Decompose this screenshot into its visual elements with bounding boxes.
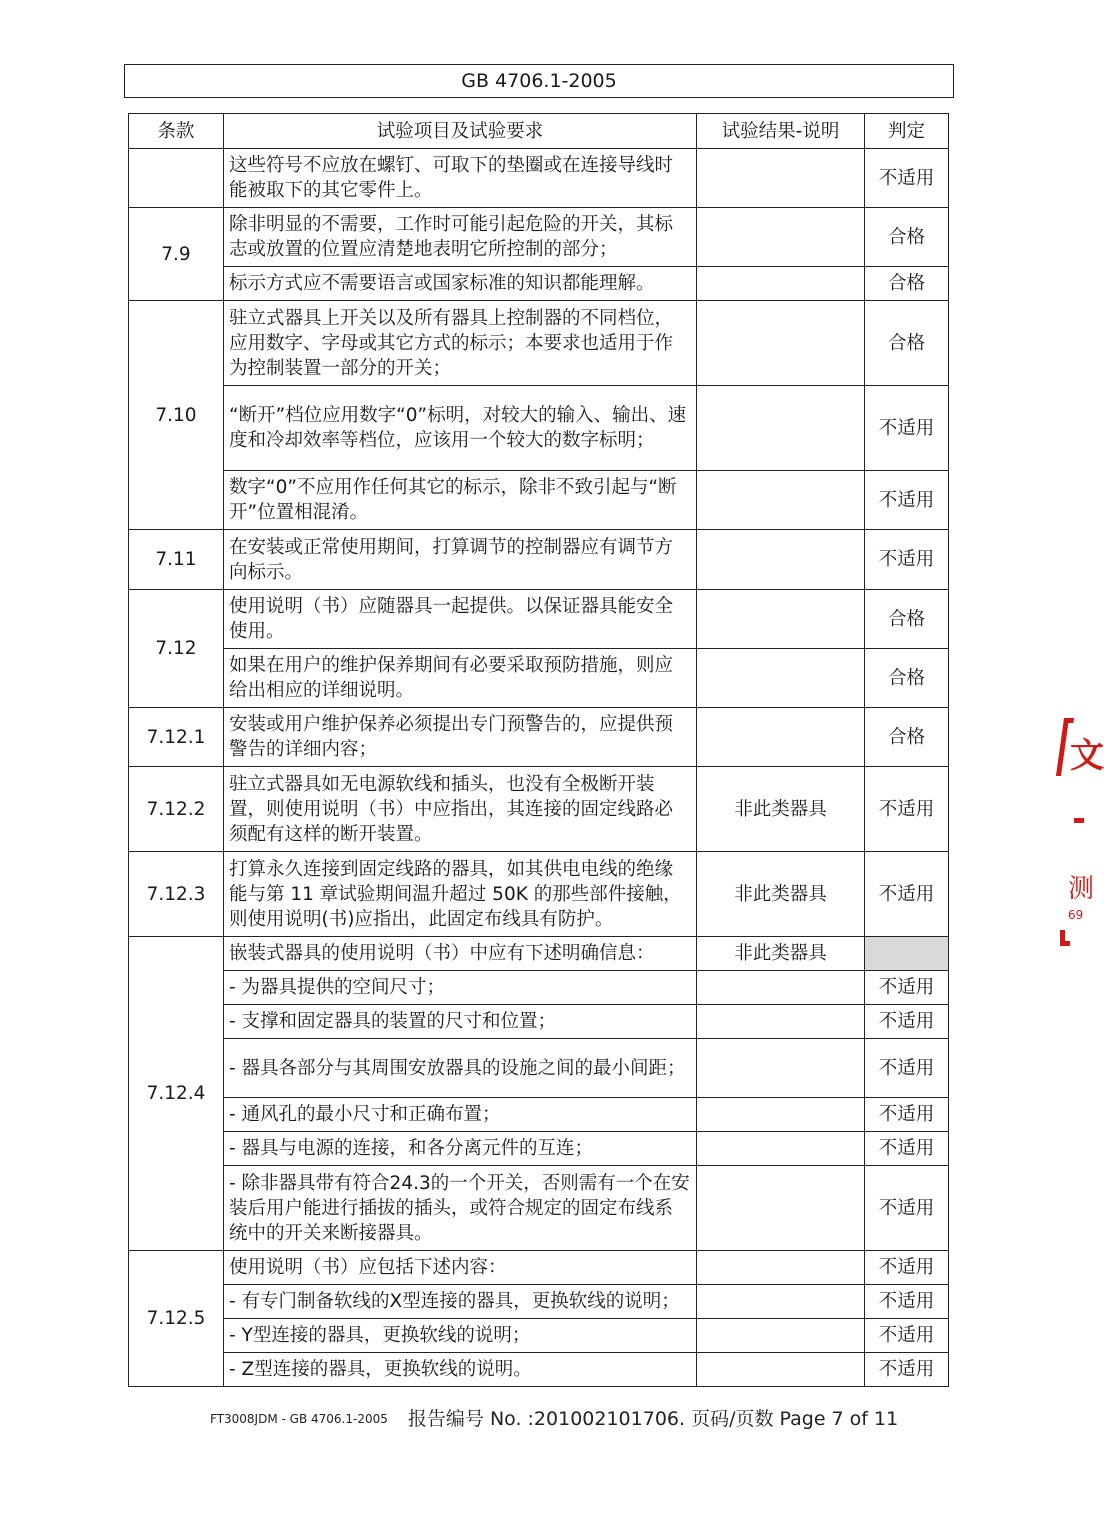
verdict-cell: 不适用 [865, 1039, 949, 1098]
verdict-cell: 不适用 [865, 1319, 949, 1353]
table-row [129, 1251, 949, 1285]
verdict-cell: 不适用 [865, 1005, 949, 1039]
column-header-result: 试验结果-说明 [697, 114, 865, 149]
table-row [129, 649, 949, 708]
verdict-cell: 合格 [865, 301, 949, 386]
requirement-cell: - Y型连接的器具，更换软线的说明； [224, 1319, 697, 1353]
requirement-cell: 在安装或正常使用期间，打算调节的控制器应有调节方向标示。 [224, 530, 697, 590]
table-row [129, 1039, 949, 1098]
clause-cell [129, 149, 224, 208]
clause-cell: 7.12.2 [129, 767, 224, 852]
table-row [129, 1319, 949, 1353]
verdict-cell: 不适用 [865, 767, 949, 852]
requirement-cell: “断开”档位应用数字“0”标明，对较大的输入、输出、速度和冷却效率等档位，应该用一个较大的数字标明； [224, 386, 697, 471]
stamp-glyph-mid: 测 [1068, 874, 1095, 904]
result-cell [697, 1098, 865, 1132]
column-header-requirement: 试验项目及试验要求 [224, 114, 697, 149]
requirement-cell: - 支撑和固定器具的装置的尺寸和位置； [224, 1005, 697, 1039]
requirement-cell: 嵌装式器具的使用说明（书）中应有下述明确信息： [224, 937, 697, 971]
result-cell [697, 708, 865, 767]
table-row [129, 1353, 949, 1387]
table-row [129, 1166, 949, 1251]
result-cell [697, 386, 865, 471]
verdict-cell: 不适用 [865, 1166, 949, 1251]
requirement-cell: 打算永久连接到固定线路的器具，如其供电电线的绝缘能与第 11 章试验期间温升超过 50K 的那些部件接触，则使用说明(书)应指出，此固定布线具有防护。 [224, 852, 697, 937]
requirement-cell: 标示方式应不需要语言或国家标准的知识都能理解。 [224, 267, 697, 301]
table-row [129, 708, 949, 767]
clause-cell: 7.12 [129, 590, 224, 708]
result-cell: 非此类器具 [697, 852, 865, 937]
verdict-cell: 合格 [865, 708, 949, 767]
requirement-cell: - 器具各部分与其周围安放器具的设施之间的最小间距； [224, 1039, 697, 1098]
stamp-number: 69 [1068, 908, 1084, 922]
result-cell [697, 1285, 865, 1319]
table-row [129, 149, 949, 208]
table-row [129, 937, 949, 971]
verdict-cell: 不适用 [865, 1353, 949, 1387]
clause-cell: 7.11 [129, 530, 224, 590]
result-cell [697, 530, 865, 590]
result-cell [697, 1319, 865, 1353]
verdict-cell: 合格 [865, 649, 949, 708]
clause-cell: 7.12.1 [129, 708, 224, 767]
verdict-cell: 合格 [865, 590, 949, 649]
footer-form-code: FT3008JDM - GB 4706.1-2005 [210, 1412, 388, 1426]
result-cell [697, 1132, 865, 1166]
footer-report-number: 报告编号 No. :201002101706. 页码/页数 Page 7 of 11 [407, 1408, 899, 1430]
table-row [129, 301, 949, 386]
requirement-cell: - 通风孔的最小尺寸和正确布置； [224, 1098, 697, 1132]
clause-cell: 7.10 [129, 301, 224, 530]
result-cell [697, 1251, 865, 1285]
document-title [124, 64, 954, 98]
verdict-cell: 不适用 [865, 386, 949, 471]
table-row [129, 386, 949, 471]
requirement-cell: 这些符号不应放在螺钉、可取下的垫圈或在连接导线时能被取下的其它零件上。 [224, 149, 697, 208]
table-row [129, 530, 949, 590]
requirement-cell: - 有专门制备软线的X型连接的器具，更换软线的说明； [224, 1285, 697, 1319]
result-cell [697, 1353, 865, 1387]
verdict-cell: 不适用 [865, 852, 949, 937]
clause-cell: 7.12.3 [129, 852, 224, 937]
result-cell [697, 590, 865, 649]
table-row [129, 267, 949, 301]
verdict-cell: 不适用 [865, 1098, 949, 1132]
stamp-glyph-top: 文 [1070, 736, 1104, 776]
requirement-cell: - 为器具提供的空间尺寸； [224, 971, 697, 1005]
table-row [129, 971, 949, 1005]
document-title-text: GB 4706.1-2005 [461, 70, 617, 92]
page-footer [210, 1404, 898, 1431]
verdict-cell: 合格 [865, 208, 949, 267]
stamp-dash [1074, 818, 1084, 823]
verdict-cell-shaded [865, 937, 949, 971]
table-row [129, 208, 949, 267]
result-cell [697, 971, 865, 1005]
requirement-cell: 除非明显的不需要，工作时可能引起危险的开关，其标志或放置的位置应清楚地表明它所控制的部分； [224, 208, 697, 267]
table-row [129, 1005, 949, 1039]
result-cell [697, 1166, 865, 1251]
result-cell [697, 1005, 865, 1039]
requirement-cell: - Z型连接的器具，更换软线的说明。 [224, 1353, 697, 1387]
verdict-cell: 不适用 [865, 530, 949, 590]
stamp-bracket-bottom [1060, 930, 1070, 946]
table-row [129, 471, 949, 530]
result-cell [697, 301, 865, 386]
test-report-table [128, 113, 949, 1387]
clause-cell: 7.12.4 [129, 937, 224, 1251]
requirement-cell: 使用说明（书）应包括下述内容： [224, 1251, 697, 1285]
table-row [129, 1132, 949, 1166]
clause-cell: 7.12.5 [129, 1251, 224, 1387]
verdict-cell: 不适用 [865, 1285, 949, 1319]
verdict-cell: 合格 [865, 267, 949, 301]
requirement-cell: 使用说明（书）应随器具一起提供。以保证器具能安全使用。 [224, 590, 697, 649]
requirement-cell: 数字“0”不应用作任何其它的标示，除非不致引起与“断开”位置相混淆。 [224, 471, 697, 530]
requirement-cell: 安装或用户维护保养必须提出专门预警告的，应提供预警告的详细内容； [224, 708, 697, 767]
verdict-cell: 不适用 [865, 471, 949, 530]
column-header-clause: 条款 [129, 114, 224, 149]
verdict-cell: 不适用 [865, 1251, 949, 1285]
table-row [129, 852, 949, 937]
requirement-cell: 驻立式器具上开关以及所有器具上控制器的不同档位，应用数字、字母或其它方式的标示；本要求也适用于作为控制装置一部分的开关； [224, 301, 697, 386]
result-cell [697, 471, 865, 530]
requirement-cell: - 除非器具带有符合24.3的一个开关，否则需有一个在安装后用户能进行插拔的插头，或符合规定的固定布线系统中的开关来断接器具。 [224, 1166, 697, 1251]
table-header-row [129, 114, 949, 149]
result-cell: 非此类器具 [697, 767, 865, 852]
red-seal-stamp [1046, 708, 1104, 958]
column-header-verdict: 判定 [865, 114, 949, 149]
result-cell [697, 1039, 865, 1098]
verdict-cell: 不适用 [865, 971, 949, 1005]
verdict-cell: 不适用 [865, 149, 949, 208]
result-cell [697, 267, 865, 301]
result-cell [697, 208, 865, 267]
clause-cell: 7.9 [129, 208, 224, 301]
requirement-cell: 如果在用户的维护保养期间有必要采取预防措施，则应给出相应的详细说明。 [224, 649, 697, 708]
requirement-cell: - 器具与电源的连接，和各分离元件的互连； [224, 1132, 697, 1166]
table-row [129, 1098, 949, 1132]
verdict-cell: 不适用 [865, 1132, 949, 1166]
requirement-cell: 驻立式器具如无电源软线和插头，也没有全极断开装置，则使用说明（书）中应指出，其连接的固定线路必须配有这样的断开装置。 [224, 767, 697, 852]
result-cell [697, 149, 865, 208]
table-row [129, 767, 949, 852]
table-row [129, 1285, 949, 1319]
result-cell: 非此类器具 [697, 937, 865, 971]
table-row [129, 590, 949, 649]
result-cell [697, 649, 865, 708]
